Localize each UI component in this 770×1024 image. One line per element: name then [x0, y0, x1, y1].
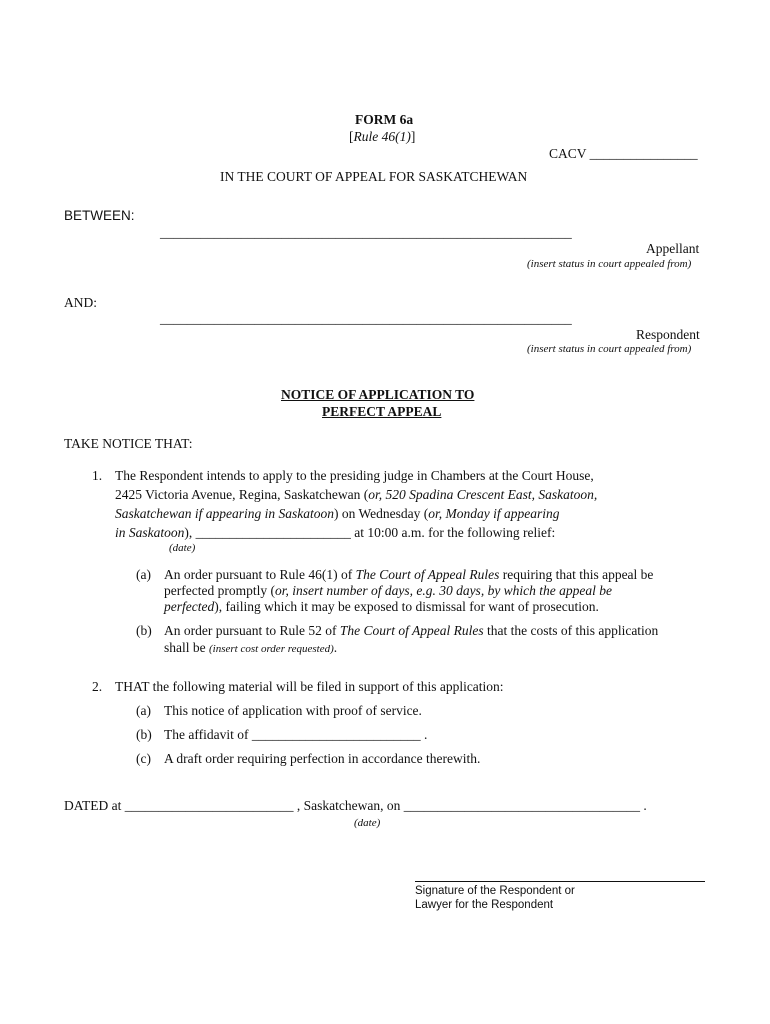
- court-name: IN THE COURT OF APPEAL FOR SASKATCHEWAN: [220, 169, 528, 184]
- notice-title-line1: NOTICE OF APPLICATION TO: [281, 387, 475, 402]
- appellant-name-field[interactable]: _____________________________________________________________: [160, 225, 572, 240]
- item-2c-text: A draft order requiring perfection in accordance therewith.: [164, 751, 481, 766]
- item-2-number: 2.: [92, 679, 103, 694]
- between-label: BETWEEN:: [64, 208, 135, 223]
- item-1a-line3: perfected), failing which it may be exposed to dismissal for want of prosecution.: [164, 599, 599, 614]
- and-label: AND:: [64, 295, 97, 310]
- appellant-status-hint: (insert status in court appealed from): [527, 258, 692, 270]
- item-1a-label: (a): [136, 567, 151, 582]
- cacv-number-field[interactable]: CACV ________________: [549, 146, 698, 161]
- rule-reference: [Rule 46(1)]: [349, 129, 416, 144]
- item-2-text: THAT the following material will be filed in support of this application:: [115, 679, 504, 694]
- item-1-line3: Saskatchewan if appearing in Saskatoon) on Wednesday (or, Monday if appearing: [115, 506, 560, 521]
- item-1-line1: The Respondent intends to apply to the presiding judge in Chambers at the Court House,: [115, 468, 594, 483]
- signature-label-line2: Lawyer for the Respondent: [415, 899, 554, 911]
- item-1b-label: (b): [136, 623, 152, 638]
- item-2c-label: (c): [136, 751, 151, 766]
- hearing-date-hint: (date): [169, 542, 196, 554]
- form-number: FORM 6a: [355, 112, 414, 127]
- notice-title-line2: PERFECT APPEAL: [322, 404, 442, 419]
- dated-line[interactable]: DATED at _________________________ , Saskatchewan, on ___________________________________ .: [64, 798, 647, 813]
- item-1a-line1: An order pursuant to Rule 46(1) of The Court of Appeal Rules requiring that this appeal be: [164, 567, 654, 582]
- item-1b-line1: An order pursuant to Rule 52 of The Court of Appeal Rules that the costs of this application: [164, 623, 659, 638]
- respondent-name-field[interactable]: _____________________________________________________________: [160, 311, 572, 326]
- item-1a-line2: perfected promptly (or, insert number of days, e.g. 30 days, by which the appeal be: [164, 583, 613, 598]
- signature-line[interactable]: [415, 881, 705, 882]
- item-1b-line2: shall be (insert cost order requested).: [164, 640, 338, 655]
- affidavit-field[interactable]: The affidavit of _________________________ .: [164, 727, 428, 742]
- respondent-label: Respondent: [636, 327, 700, 342]
- item-2a-label: (a): [136, 703, 151, 718]
- item-2b-label: (b): [136, 727, 152, 742]
- item-2a-text: This notice of application with proof of service.: [164, 703, 422, 718]
- item-1-number: 1.: [92, 468, 103, 483]
- dated-date-hint: (date): [354, 817, 381, 829]
- signature-label-line1: Signature of the Respondent or: [415, 885, 575, 897]
- item-1-line4: in Saskatoon), _______________________ at 10:00 a.m. for the following relief:: [115, 525, 556, 540]
- take-notice-intro: TAKE NOTICE THAT:: [64, 436, 193, 451]
- item-1-line2: 2425 Victoria Avenue, Regina, Saskatchewan (or, 520 Spadina Crescent East, Saskatoon,: [115, 487, 598, 502]
- respondent-status-hint: (insert status in court appealed from): [527, 343, 692, 355]
- appellant-label: Appellant: [646, 241, 700, 256]
